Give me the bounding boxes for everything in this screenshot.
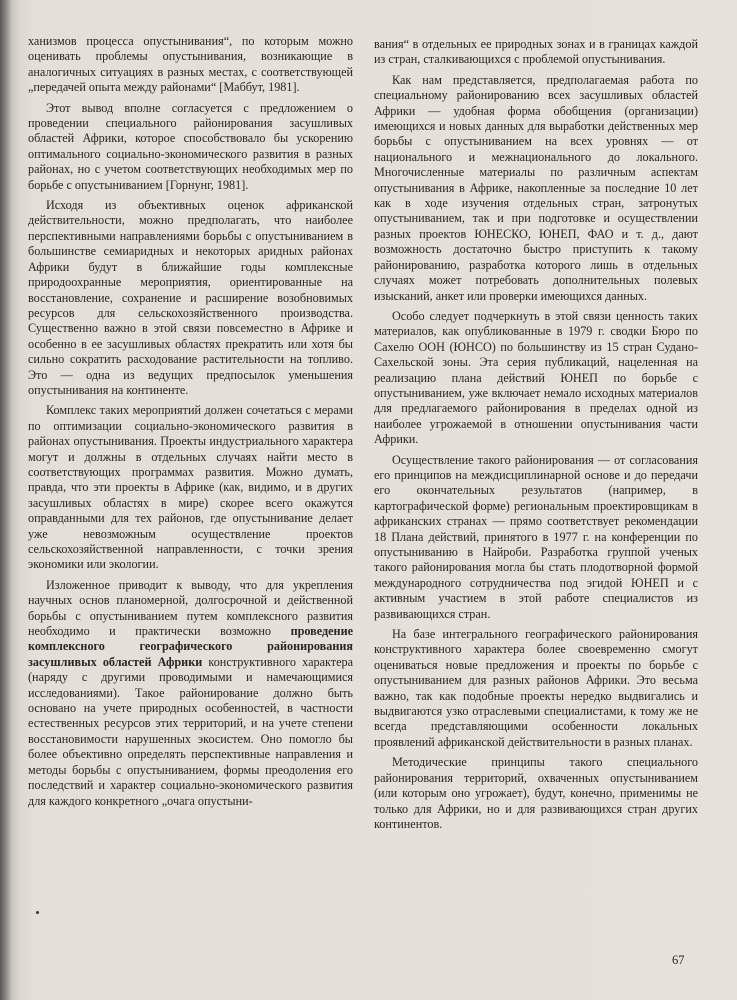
paragraph: Этот вывод вполне согласуется с предложением о проведении специального районирования засушливых областей Африки, которое способствовало бы ускорению оптимального социально-экономического развития в разных районах, но с учетом соответствующих необходимых мер по борьбе с опустыниванием [Горнунг, 1981]. bbox=[28, 100, 353, 192]
paragraph: Методические принципы такого специального районирования территорий, охваченных опустыниванием (или которым оно угрожает), будут, конечно, применимы не только для Африки, но и для развивающихся стран других континентов. bbox=[374, 755, 698, 831]
paragraph: вания“ в отдельных ее природных зонах и в границах каждой из стран, сталкивающихся с проблемой опустынивания. bbox=[374, 37, 698, 67]
ink-speck bbox=[36, 911, 39, 914]
paragraph-text: Изложенное приводит к выводу, что для укрепления научных основ планомерной, долгосрочной и действенной борьбы с опустыниванием путем комплексного развития необходимо и практически возможно bbox=[28, 577, 353, 639]
bold-emphasis: проведение комплексного географического районирования засушливых областей Африки bbox=[28, 624, 354, 669]
paragraph: Исходя из объективных оценок африканской действительности, можно предполагать, что наиболее перспективными направлениями борьбы с опустыниванием в большинстве семиаридных и некоторых аридных районах Африки будут в ближайшие годы комплексные природоохранные мероприятия, ориентированные на восстановление, сохранение и расширение возобновимых ресурсов для сельскохозяйственного производства. Существенно важно в этой связи повсеместно в Африке и особенно в ее засушливых областях прекратить или хотя бы сильно сократить расходование растительности на топливо. Это — одна из ведущих предпосылок уменьшения опустынивания на континенте. bbox=[28, 198, 353, 397]
left-text-column bbox=[28, 34, 353, 809]
paragraph: Особо следует подчеркнуть в этой связи ценность таких материалов, как опубликованные в 1979 г. сводки Бюро по Сахелю ООН (ЮНСО) по большинству из 15 стран Судано-Сахельской зоны. Эта серия публикаций, нацеленная на реализацию плана действий ЮНЕП по борьбе с опустыниванием, уже включает немало исходных материалов для предлагаемого районирования в пределах одной из наиболее угрожаемой в отношении опустынивания части Африки. bbox=[374, 308, 698, 447]
paragraph: ханизмов процесса опустынивания“, по которым можно оценивать проблемы опустынивания, возникающие в аналогичных ситуациях в разных местах, с соответствующей „передачей опыта между районами“ [Маббут, 1981]. bbox=[28, 34, 353, 95]
right-text-column bbox=[374, 37, 698, 832]
paragraph: Комплекс таких мероприятий должен сочетаться с мерами по оптимизации социально-экономического развития в районах опустынивания. Проекты индустриального характера могут и должны в отдельных случаях найти место в соответствующих программах развития. Можно думать, правда, что эти проекты в Африке (как, видимо, и в других засушливых областях в мире) скорее всего окажутся оправданными для тех районов, где опустынивание делает уже невозможным осуществление проектов сельскохозяйственной направленности, с точки зрения экономики или экологии. bbox=[28, 403, 353, 572]
page-number: 67 bbox=[672, 953, 685, 967]
paragraph-text: конструктивного характера (наряду с другими проводимыми и намечающимися исследованиями). Такое районирование должно быть основано на учете природных особенностей, в частности естественных ресурсов этих территорий, и на учете степени восстановимости нарушенных экосистем. Оно помогло бы более объективно определять перспективные направления и методы борьбы с опустыниванием, формы преодоления его последствий и характер социально-экономического развития для каждого конкретного „очага опустыни- bbox=[28, 654, 353, 808]
paragraph: Как нам представляется, предполагаемая работа по специальному районированию всех засушливых областей Африки — удобная форма обобщения (организации) имеющихся и новых данных для выработки действенных мер борьбы с опустыниванием на всех уровнях — от национального и межнационального до локального. Многочисленные материалы по различным аспектам опустынивания в Африке, накопленные за последние 10 лет как в ходе изучения отдельных стран, затронутых опустыниванием, так и при подготовке и осуществлении разных проектов ЮНЕСКО, ЮНЕП, ФАО и т. д., дают возможность достаточно быстро приступить к такому районированию, разработка которого лишь в отдельных случаях может потребовать дополнительных полевых изысканий, анкет или проверки имеющихся данных. bbox=[374, 72, 698, 303]
paragraph: На базе интегрального географического районирования конструктивного характера более своевременно смогут оцениваться новые предложения и проекты по борьбе с опустыниванием для разных районов Африки. Это весьма важно, так как подобные проекты нередко выдвигались и выдвигаются узко отраслевыми специалистами, к тому же не всегда представляющими особенности локальных проявлений африканской действительности в разных планах. bbox=[374, 627, 698, 749]
paragraph: Осуществление такого районирования — от согласования его принципов на междисциплинарной основе и до передачи его окончательных результатов (например, в картографической форме) региональным проектировщикам в африканских странах — прямо соответствует рекомендации 18 Плана действий, принятого в 1977 г. на конференции по опустыниванию в Найроби. Разработка группой ученых такого районирования могла бы стать плодотворной формой международного сотрудничества под эгидой ЮНЕП и с активным участием в этой работе специалистов из развивающихся стран. bbox=[374, 452, 698, 621]
paragraph bbox=[28, 578, 353, 809]
